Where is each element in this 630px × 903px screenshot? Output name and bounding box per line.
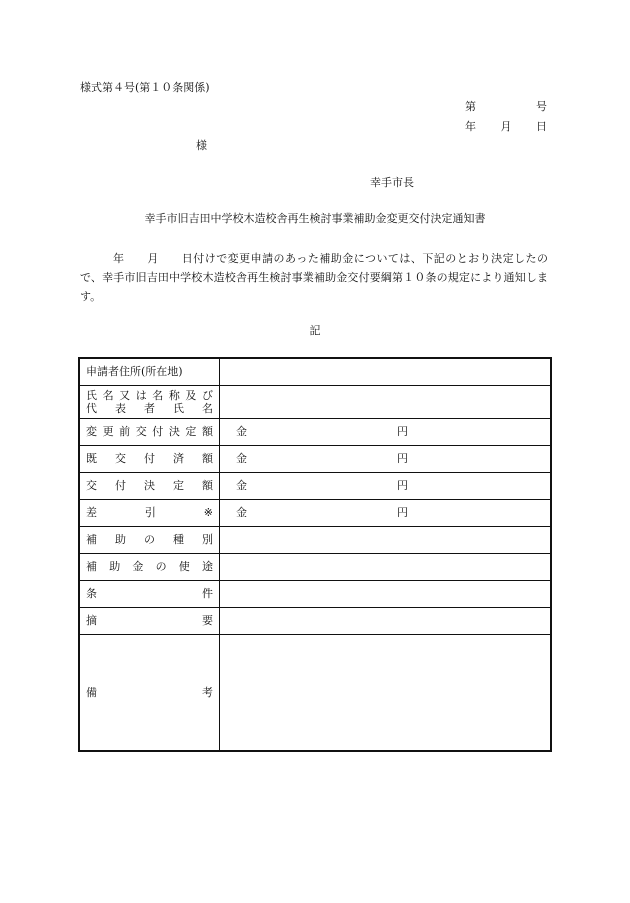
row-name (79, 385, 551, 418)
row-conditions (79, 580, 551, 607)
ki-mark: 記 (309, 324, 321, 337)
body-text: 年 月 日付けで変更申請のあった補助金については、下記のとおり決定したので、幸手市旧吉田中学校木造校舎再生検討事業補助金交付要綱第１０条の規定により通知します。 (80, 252, 548, 303)
row-paid-amount (79, 445, 551, 472)
value-decided-amount (220, 472, 552, 499)
row-decided-amount (79, 472, 551, 499)
label-paid-amount: 既 交 付 済 額 (79, 445, 220, 472)
date-line (465, 120, 547, 134)
row-applicant-address (79, 358, 551, 385)
value-applicant-address (220, 358, 552, 385)
value-paid-amount (220, 445, 552, 472)
row-pre-change-amount (79, 418, 551, 445)
label-conditions: 条 件 (79, 580, 220, 607)
detail-table (78, 357, 552, 752)
label-applicant-address: 申請者住所(所在地) (79, 358, 220, 385)
label-difference: 差 引 ※ (79, 499, 220, 526)
recipient-honorific: 様 (196, 139, 207, 152)
form-number: 様式第４号(第１０条関係) (80, 81, 210, 94)
issuer-name: 幸手市長 (370, 176, 414, 189)
value-difference (220, 499, 552, 526)
row-remarks (79, 634, 551, 751)
row-subsidy-use (79, 553, 551, 580)
currency-prefix: 金 (236, 479, 247, 492)
label-name-line1: 氏 名 又 は 名 称 及 び (86, 388, 213, 402)
currency-prefix: 金 (236, 452, 247, 465)
label-decided-amount: 交 付 決 定 額 (79, 472, 220, 499)
value-subsidy-type (220, 526, 552, 553)
label-subsidy-use: 補 助 金 の 使 途 (79, 553, 220, 580)
row-subsidy-type (79, 526, 551, 553)
label-summary: 摘 要 (79, 607, 220, 634)
value-subsidy-use (220, 553, 552, 580)
row-difference (79, 499, 551, 526)
document-title: 幸手市旧吉田中学校木造校舎再生検討事業補助金変更交付決定通知書 (144, 212, 486, 225)
label-pre-change-amount: 変 更 前 交 付 決 定 額 (79, 418, 220, 445)
date-year: 年 (465, 120, 476, 133)
value-summary (220, 607, 552, 634)
currency-prefix: 金 (236, 506, 247, 519)
label-remarks: 備 考 (79, 634, 220, 751)
value-name (220, 385, 552, 418)
value-pre-change-amount (220, 418, 552, 445)
doc-number-prefix: 第 (465, 100, 476, 113)
currency-unit: 円 (397, 506, 408, 519)
doc-number-suffix: 号 (536, 100, 547, 113)
currency-unit: 円 (397, 425, 408, 438)
document-number-line (465, 100, 547, 114)
value-remarks (220, 634, 552, 751)
currency-unit: 円 (397, 452, 408, 465)
date-month: 月 (500, 120, 512, 133)
value-conditions (220, 580, 552, 607)
label-name (79, 385, 220, 418)
label-name-line2: 代 表 者 氏 名 (86, 401, 213, 415)
label-subsidy-type: 補 助 の 種 別 (79, 526, 220, 553)
date-day: 日 (536, 120, 547, 133)
row-summary (79, 607, 551, 634)
currency-unit: 円 (397, 479, 408, 492)
currency-prefix: 金 (236, 425, 247, 438)
